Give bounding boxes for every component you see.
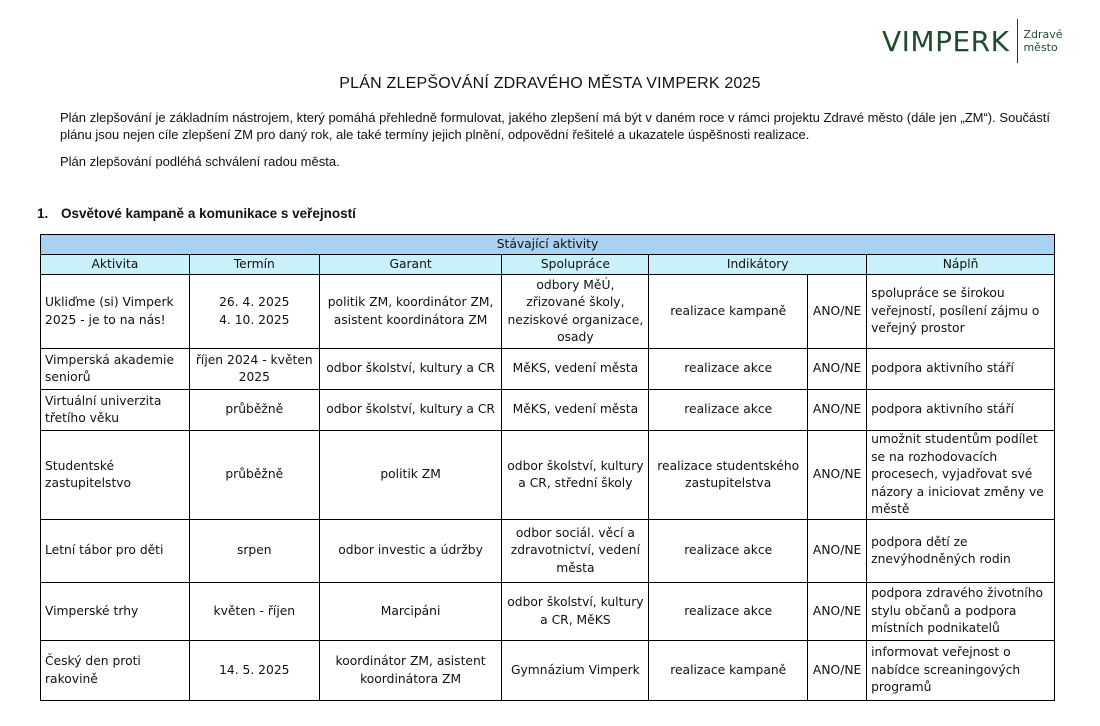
cell-napln: podpora dětí ze znevýhodněných rodin	[867, 520, 1055, 583]
cell-napln: podpora aktivního stáří	[867, 390, 1055, 431]
cell-termin: říjen 2024 - květen 2025	[189, 349, 319, 390]
table-banner: Stávající aktivity	[41, 235, 1055, 255]
vimperk-logo	[882, 20, 1063, 62]
cell-napln: informovat veřejnost o nabídce screaningových programů	[867, 641, 1055, 701]
cell-hodnota: ANO/NE	[808, 520, 867, 583]
cell-garant: koordinátor ZM, asistent koordinátora ZM	[319, 641, 502, 701]
cell-napln: umožnit studentům podílet se na rozhodovacích procesech, vyjadřovat své názory a iniciovat změny ve městě	[867, 431, 1055, 520]
table-row	[41, 275, 1055, 349]
cell-garant: odbor školství, kultury a CR	[319, 349, 502, 390]
cell-garant: politik ZM, koordinátor ZM, asistent koordinátora ZM	[319, 275, 502, 349]
cell-garant: odbor školství, kultury a CR	[319, 390, 502, 431]
cell-aktivita: Vimperská akademie seniorů	[41, 349, 190, 390]
activities-table	[40, 234, 1055, 701]
header-aktivita: Aktivita	[41, 255, 190, 275]
cell-aktivita: Studentské zastupitelstvo	[41, 431, 190, 520]
logo-name: VIMPERK	[882, 24, 1010, 58]
cell-spoluprace: MěKS, vedení města	[502, 390, 649, 431]
cell-termin: srpen	[189, 520, 319, 583]
cell-indikator: realizace studentského zastupitelstva	[649, 431, 808, 520]
table-row	[41, 349, 1055, 390]
intro-paragraph: Plán zlepšování je základním nástrojem, který pomáhá přehledně formulovat, jakého zlepšení má být v daném roce v rámci projektu Zdravé město (dále jen „ZM“). Součástí plánu jsou nejen cíle zlepšení ZM pro daný rok, ale také termíny jejich plnění, odpovědní řešitelé a ukazatele úspěšnosti realizace.	[60, 110, 1050, 142]
header-garant: Garant	[319, 255, 502, 275]
cell-spoluprace: odbor školství, kultury a CR, MěKS	[502, 583, 649, 641]
cell-aktivita: Letní tábor pro děti	[41, 520, 190, 583]
cell-indikator: realizace akce	[649, 390, 808, 431]
cell-hodnota: ANO/NE	[808, 275, 867, 349]
table-row	[41, 583, 1055, 641]
table-row	[41, 641, 1055, 701]
table-row	[41, 390, 1055, 431]
logo-divider	[1017, 19, 1018, 63]
cell-termin: 14. 5. 2025	[189, 641, 319, 701]
cell-hodnota: ANO/NE	[808, 349, 867, 390]
cell-hodnota: ANO/NE	[808, 583, 867, 641]
header-termin: Termín	[189, 255, 319, 275]
cell-aktivita: Český den proti rakovině	[41, 641, 190, 701]
cell-indikator: realizace kampaně	[649, 641, 808, 701]
cell-garant: Marcipáni	[319, 583, 502, 641]
section-heading	[37, 206, 356, 221]
logo-sub-line1: Zdravé	[1023, 28, 1063, 41]
cell-hodnota: ANO/NE	[808, 431, 867, 520]
header-spoluprace: Spolupráce	[502, 255, 649, 275]
logo-subtitle	[1023, 28, 1062, 54]
cell-napln: spolupráce se širokou veřejností, posílení zájmu o veřejný prostor	[867, 275, 1055, 349]
intro-text	[60, 110, 1050, 171]
cell-aktivita: Virtuální univerzita třetího věku	[41, 390, 190, 431]
cell-napln: podpora zdravého životního stylu občanů a podpora místních podnikatelů	[867, 583, 1055, 641]
cell-termin: průběžně	[189, 431, 319, 520]
cell-indikator: realizace akce	[649, 520, 808, 583]
logo-sub-line2: město	[1023, 41, 1058, 54]
header-napln: Náplň	[867, 255, 1055, 275]
cell-napln: podpora aktivního stáří	[867, 349, 1055, 390]
cell-aktivita: Vimperské trhy	[41, 583, 190, 641]
cell-spoluprace: odbor školství, kultury a CR, střední školy	[502, 431, 649, 520]
header-indikatory: Indikátory	[649, 255, 867, 275]
cell-spoluprace: Gymnázium Vimperk	[502, 641, 649, 701]
cell-hodnota: ANO/NE	[808, 641, 867, 701]
document-title: PLÁN ZLEPŠOVÁNÍ ZDRAVÉHO MĚSTA VIMPERK 2025	[339, 75, 761, 92]
cell-indikator: realizace akce	[649, 583, 808, 641]
cell-spoluprace: MěKS, vedení města	[502, 349, 649, 390]
cell-termin: květen - říjen	[189, 583, 319, 641]
cell-aktivita: Ukliďme (si) Vimperk 2025 - je to na nás!	[41, 275, 190, 349]
section-title: Osvětové kampaně a komunikace s veřejností	[61, 206, 356, 221]
cell-garant: politik ZM	[319, 431, 502, 520]
cell-hodnota: ANO/NE	[808, 390, 867, 431]
cell-termin: 26. 4. 2025 4. 10. 2025	[189, 275, 319, 349]
table-row	[41, 431, 1055, 520]
cell-spoluprace: odbory MěÚ, zřizované školy, neziskové organizace, osady	[502, 275, 649, 349]
cell-indikator: realizace akce	[649, 349, 808, 390]
table-header-row	[41, 255, 1055, 275]
cell-garant: odbor investic a údržby	[319, 520, 502, 583]
table-row	[41, 520, 1055, 583]
cell-indikator: realizace kampaně	[649, 275, 808, 349]
section-number: 1.	[37, 206, 49, 221]
cell-spoluprace: odbor sociál. věcí a zdravotnictví, vedení města	[502, 520, 649, 583]
cell-termin: průběžně	[189, 390, 319, 431]
approval-paragraph: Plán zlepšování podléhá schválení radou města.	[60, 154, 340, 169]
